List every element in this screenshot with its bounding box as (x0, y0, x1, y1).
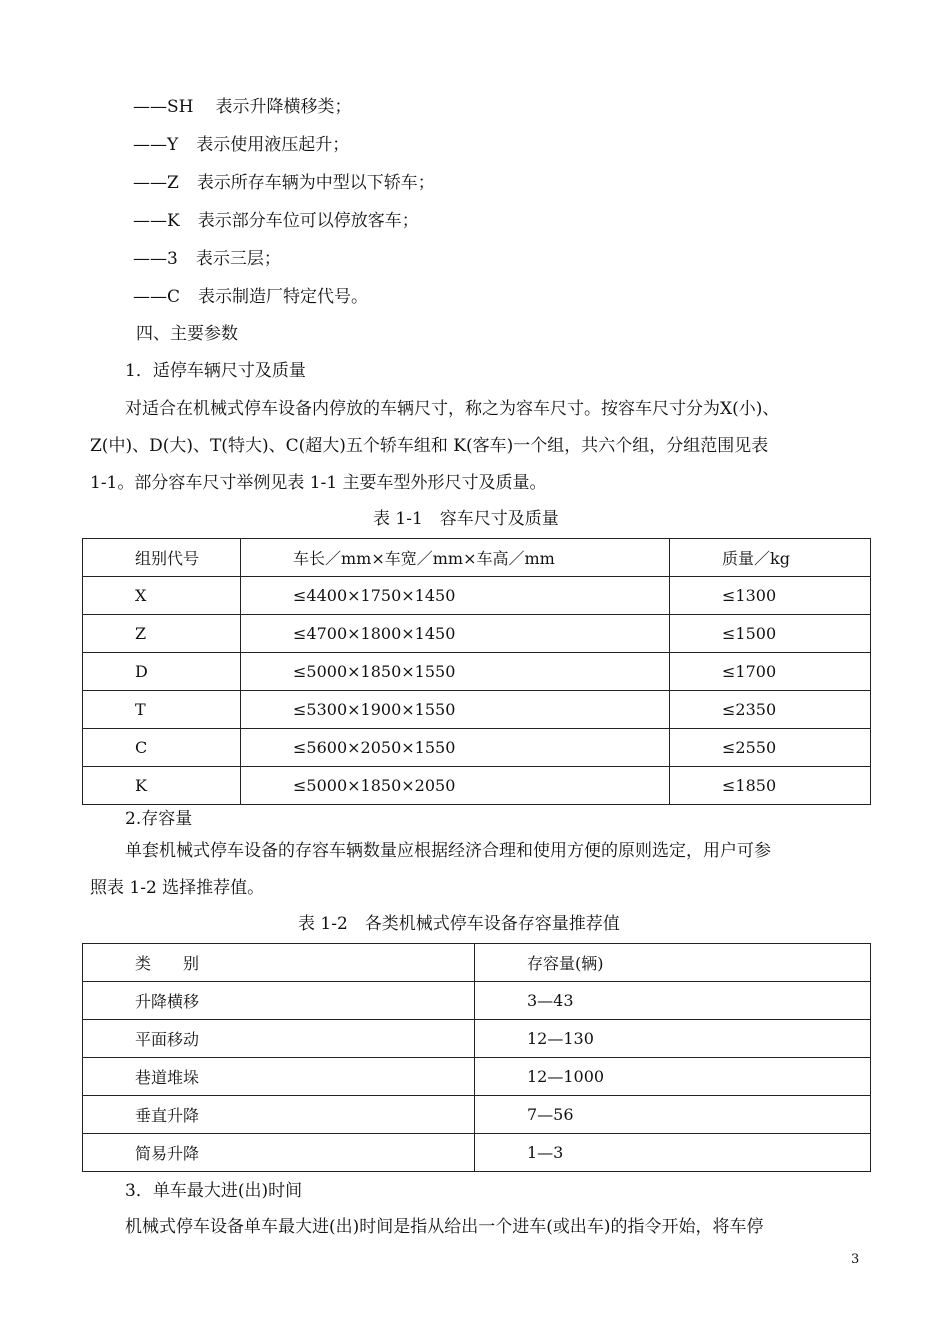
header-cell: 质量／kg (670, 539, 871, 577)
code-dash: ——Z (133, 173, 179, 193)
subsection-heading: 2.存容量 (125, 809, 193, 829)
table-cell: D (83, 653, 241, 691)
table-cell: 升降横移 (83, 982, 475, 1020)
table-cell: 垂直升降 (83, 1096, 475, 1134)
table-row (83, 577, 871, 615)
table-caption: 表 1-2 各类机械式停车设备存容量推荐值 (298, 914, 620, 934)
table-row (83, 1020, 871, 1058)
code-text: 表示升降横移类； (215, 97, 352, 117)
table-cell: ≤4400×1750×1450 (241, 577, 670, 615)
page-number: 3 (851, 1252, 860, 1267)
table-cell: ≤4700×1800×1450 (241, 615, 670, 653)
table-row (83, 615, 871, 653)
table-cell: 1—3 (475, 1134, 871, 1172)
paragraph-line: 1-1。部分容车尺寸举例见表 1-1 主要车型外形尺寸及质量。 (90, 473, 547, 493)
code-line (133, 210, 419, 232)
table-row (83, 767, 871, 805)
table-cell: 12—130 (475, 1020, 871, 1058)
table-cell: ≤2550 (670, 729, 871, 767)
table-header-row (83, 539, 871, 577)
table-cell: 平面移动 (83, 1020, 475, 1058)
table-cell: C (83, 729, 241, 767)
table-row (83, 1096, 871, 1134)
table-cell: 简易升降 (83, 1134, 475, 1172)
code-dash: ——K (133, 211, 180, 231)
table-cell: ≤1850 (670, 767, 871, 805)
code-dash: ——C (133, 287, 181, 307)
paragraph-line: 机械式停车设备单车最大进(出)时间是指从给出一个进车(或出车)的指令开始，将车停 (125, 1217, 764, 1237)
table-cell: ≤5000×1850×2050 (241, 767, 670, 805)
code-dash: ——3 (133, 249, 178, 269)
table-cell: ≤5300×1900×1550 (241, 691, 670, 729)
table-cell: 3—43 (475, 982, 871, 1020)
capacity-table (82, 943, 871, 1172)
paragraph-line: 照表 1-2 选择推荐值。 (90, 878, 265, 898)
paragraph-line: 对适合在机械式停车设备内停放的车辆尺寸，称之为容车尺寸。按容车尺寸分为X(小)、 (125, 399, 780, 419)
paragraph-line: 单套机械式停车设备的存容车辆数量应根据经济合理和使用方便的原则选定，用户可参 (125, 841, 771, 861)
table-cell: Z (83, 615, 241, 653)
table-row (83, 1058, 871, 1096)
code-text: 表示部分车位可以停放客车； (197, 211, 419, 231)
table-cell: ≤1700 (670, 653, 871, 691)
table-cell: 7—56 (475, 1096, 871, 1134)
header-cell: 车长／mm×车宽／mm×车高／mm (241, 539, 670, 577)
subsection-heading: 1．适停车辆尺寸及质量 (125, 361, 306, 381)
code-line (133, 96, 351, 118)
table-cell: ≤1300 (670, 577, 871, 615)
table-cell: 12—1000 (475, 1058, 871, 1096)
code-line (133, 134, 349, 156)
subsection-heading: 3．单车最大进(出)时间 (125, 1181, 303, 1201)
code-text: 表示使用液压起升； (196, 135, 350, 155)
code-text: 表示所存车辆为中型以下轿车； (196, 173, 435, 193)
code-dash: ——SH (133, 97, 194, 117)
code-line (133, 248, 281, 270)
section-heading: 四、主要参数 (136, 324, 238, 344)
table-row (83, 729, 871, 767)
paragraph-line: Z(中)、D(大)、T(特大)、C(超大)五个轿车组和 K(客车)一个组，共六个组，分组范围见表 (90, 436, 769, 456)
header-cell: 存容量(辆) (475, 944, 871, 982)
table-row (83, 1134, 871, 1172)
table-cell: K (83, 767, 241, 805)
code-text: 表示制造厂特定代号。 (198, 287, 369, 307)
table-cell: 巷道堆垛 (83, 1058, 475, 1096)
header-cell: 类 别 (83, 944, 475, 982)
table-cell: T (83, 691, 241, 729)
table-caption: 表 1-1 容车尺寸及质量 (373, 509, 559, 529)
table-row (83, 691, 871, 729)
table-cell: X (83, 577, 241, 615)
code-dash: ——Y (133, 135, 179, 155)
table-cell: ≤5600×2050×1550 (241, 729, 670, 767)
code-line (133, 286, 368, 308)
code-line (133, 172, 435, 194)
table-cell: ≤5000×1850×1550 (241, 653, 670, 691)
table-row (83, 982, 871, 1020)
table-cell: ≤1500 (670, 615, 871, 653)
header-cell: 组别代号 (83, 539, 241, 577)
vehicle-size-table (82, 538, 871, 805)
table-cell: ≤2350 (670, 691, 871, 729)
code-text: 表示三层； (195, 249, 281, 269)
table-row (83, 653, 871, 691)
table-header-row (83, 944, 871, 982)
